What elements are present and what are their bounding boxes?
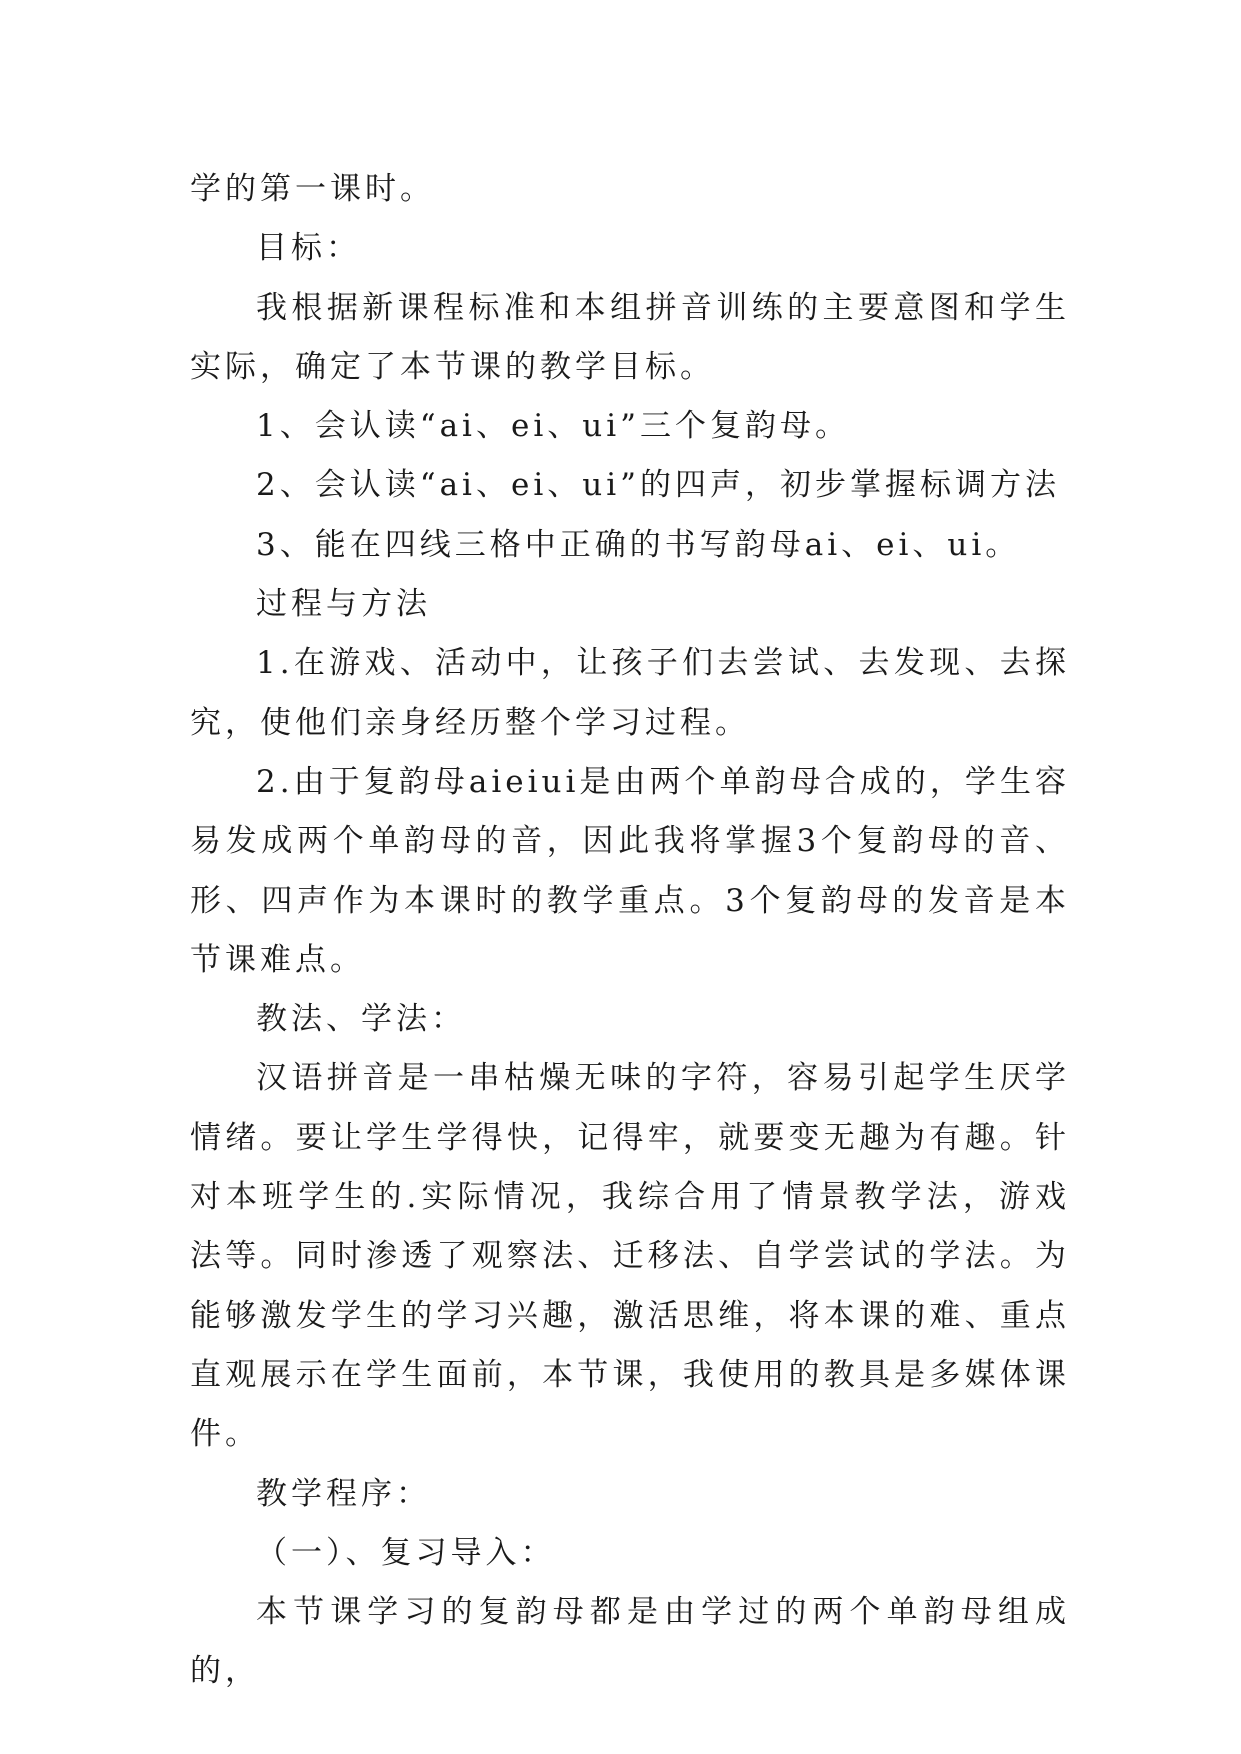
process-item-2: 2.由于复韵母aieiui是由两个单韵母合成的，学生容易发成两个单韵母的音，因此我将掌握3个复韵母的音、形、四声作为本课时的教学重点。3个复韵母的发音是本节课难点。 <box>190 763 1070 978</box>
process-item-1: 1.在游戏、活动中，让孩子们去尝试、去发现、去探究，使他们亲身经历整个学习过程。 <box>190 645 1070 741</box>
document-body <box>190 160 1070 1702</box>
paragraph-teaching-methods: 汉语拼音是一串枯燥无味的字符，容易引起学生厌学情绪。要让学生学得快，记得牢，就要变无趣为有趣。针对本班学生的.实际情况，我综合用了情景教学法，游戏法等。同时渗透了观察法、迁移法、自学尝试的学法。为能够激发学生的学习兴趣，激活思维，将本课的难、重点直观展示在学生面前，本节课，我使用的教具是多媒体课件。 <box>190 1060 1070 1453</box>
paragraph-review-intro: 本节课学习的复韵母都是由学过的两个单韵母组成的， <box>190 1594 1070 1690</box>
heading-goals: 目标： <box>256 230 361 267</box>
goal-item-3: 3、能在四线三格中正确的书写韵母ai、ei、ui。 <box>256 526 1021 563</box>
paragraph-goals-intro: 我根据新课程标准和本组拼音训练的主要意图和学生实际，确定了本节课的教学目标。 <box>190 289 1070 385</box>
heading-review-intro: （一）、复习导入： <box>256 1534 556 1571</box>
goal-item-1: 1、会认读“ai、ei、ui”三个复韵母。 <box>256 408 850 445</box>
goal-item-2: 2、会认读“ai、ei、ui”的四声，初步掌握标调方法 <box>256 467 1060 504</box>
heading-teaching-methods: 教法、学法： <box>256 1001 466 1038</box>
heading-process-method: 过程与方法 <box>256 586 431 623</box>
paragraph-continuation: 学的第一课时。 <box>190 171 435 207</box>
heading-teaching-procedure: 教学程序： <box>256 1475 431 1512</box>
